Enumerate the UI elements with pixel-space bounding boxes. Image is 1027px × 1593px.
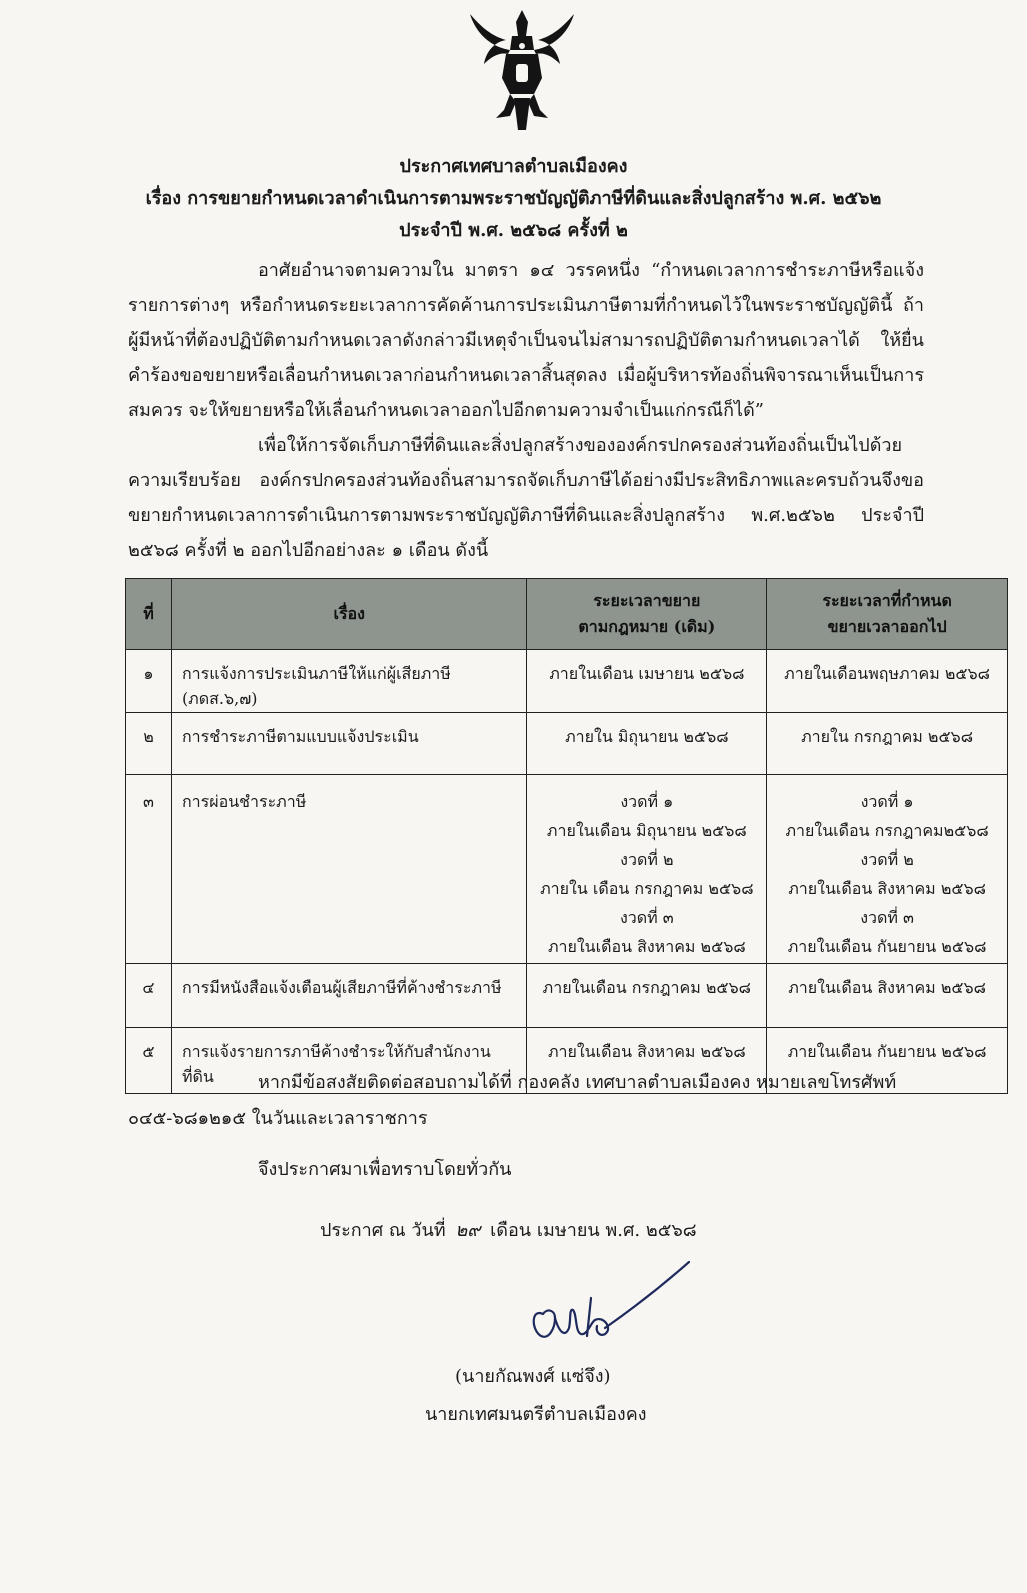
contact-line-2: ๐๔๕-๖๘๑๒๑๕ ในวันและเวลาราชการ: [128, 1108, 428, 1129]
row-subject: การชำระภาษีตามแบบแจ้งประเมิน: [171, 713, 527, 775]
installment-1-deadline: ภายในเดือน มิถุนายน ๒๕๖๘: [546, 821, 747, 840]
col-header-ext-line1: ระยะเวลาที่กำหนด: [822, 591, 952, 610]
col-header-no: ที่: [126, 579, 172, 650]
row-extended-deadline: ภายในเดือน กันยายน ๒๕๖๘: [767, 1028, 1008, 1094]
garuda-emblem-icon: [466, 6, 578, 134]
installment-3-label: งวดที่ ๓: [619, 908, 674, 927]
row-law-deadline: ภายในเดือน สิงหาคม ๒๕๖๘: [527, 1028, 767, 1094]
date-prefix: ประกาศ ณ วันที่: [320, 1220, 446, 1241]
col-header-law-line2: ตามกฎหมาย (เดิม): [578, 617, 716, 636]
col-header-law: [527, 579, 767, 650]
table-row: [126, 964, 1008, 1028]
row-law-deadline: ภายในเดือน กรกฎาคม ๒๕๖๘: [527, 964, 767, 1028]
table-row: [126, 775, 1008, 964]
installment-3-deadline: ภายในเดือน สิงหาคม ๒๕๖๘: [547, 937, 746, 956]
installment-1-label: งวดที่ ๑: [620, 792, 674, 811]
legal-basis-paragraph: [128, 253, 924, 428]
row-subject: การผ่อนชำระภาษี: [171, 775, 527, 964]
installment-2-deadline: ภายในเดือน สิงหาคม ๒๕๖๘: [788, 879, 986, 898]
contact-line-1: หากมีข้อสงสัยติดต่อสอบถามได้ที่ กองคลัง เทศบาลตำบลเมืองคง หมายเลขโทรศัพท์: [258, 1072, 897, 1093]
announcement-year-round: ประจำปี พ.ศ. ๒๕๖๘ ครั้งที่ ๒: [399, 220, 628, 241]
row-subject: การแจ้งการประเมินภาษีให้แก่ผู้เสียภาษี (ภดส.๖,๗): [171, 650, 527, 713]
col-header-ext: [767, 579, 1008, 650]
row-extended-installments: [767, 775, 1008, 964]
announcement-subject: เรื่อง การขยายกำหนดเวลาดำเนินการตามพระราชบัญญัติภาษีที่ดินและสิ่งปลูกสร้าง พ.ศ. ๒๕๖๒: [145, 188, 882, 209]
date-suffix: เดือน เมษายน พ.ศ. ๒๕๖๘: [490, 1220, 697, 1241]
row-no: ๔: [126, 964, 172, 1028]
installment-2-label: งวดที่ ๒: [620, 850, 674, 869]
purpose-paragraph: [128, 428, 924, 568]
table-row: [126, 713, 1008, 775]
row-extended-deadline: ภายในเดือนพฤษภาคม ๒๕๖๘: [767, 650, 1008, 713]
col-header-subject: เรื่อง: [171, 579, 527, 650]
table-header-row: [126, 579, 1008, 650]
schedule-table: [125, 578, 1008, 1094]
table-row: [126, 650, 1008, 713]
row-no: ๒: [126, 713, 172, 775]
installment-2-deadline: ภายใน เดือน กรกฎาคม ๒๕๖๘: [540, 879, 754, 898]
announce-date: [320, 1216, 697, 1246]
row-no: ๓: [126, 775, 172, 964]
row-law-deadline: ภายในเดือน เมษายน ๒๕๖๘: [527, 650, 767, 713]
row-subject: การแจ้งรายการภาษีค้างชำระให้กับสำนักงานที่ดิน: [171, 1028, 527, 1094]
row-law-installments: [527, 775, 767, 964]
col-header-ext-line2: ขยายเวลาออกไป: [827, 617, 947, 636]
announce-statement: จึงประกาศมาเพื่อทราบโดยทั่วกัน: [258, 1159, 512, 1180]
installment-3-label: งวดที่ ๓: [860, 908, 914, 927]
signature-icon: [525, 1258, 695, 1358]
installment-2-label: งวดที่ ๒: [860, 850, 914, 869]
legal-basis-text: อาศัยอำนาจตามความใน มาตรา ๑๔ วรรคหนึ่ง “กำหนดเวลาการชำระภาษีหรือแจ้งรายการต่างๆ หรือกำหนดระยะเวลาการคัดค้านการประเมินภาษีตามที่กำหนดไว้ในพระราชบัญญัตินี้ ถ้าผู้มีหน้าที่ต้องปฏิบัติตามกำหนดเวลาดังกล่าวมีเหตุจำเป็นจนไม่สามารถปฏิบัติตามกำหนดเวลาได้ ให้ยื่นคำร้องขอขยายหรือเลื่อนกำหนดเวลาก่อนกำหนดเวลาสิ้นสุดลง เมื่อผู้บริหารท้องถิ่นพิจารณาเห็นเป็นการสมควร จะให้ขยายหรือให้เลื่อนกำหนดเวลาออกไปอีกตามความจำเป็นแก่กรณีก็ได้”: [128, 260, 924, 421]
col-header-law-line1: ระยะเวลาขยาย: [593, 591, 701, 610]
purpose-text: เพื่อให้การจัดเก็บภาษีที่ดินและสิ่งปลูกสร้างขององค์กรปกครองส่วนท้องถิ่นเป็นไปด้วยความเรียบร้อย องค์กรปกครองส่วนท้องถิ่นสามารถจัดเก็บภาษีได้อย่างมีประสิทธิภาพและครบถ้วนจึงขอขยายกำหนดเวลาการดำเนินการตามพระราชบัญญัติภาษีที่ดินและสิ่งปลูกสร้าง พ.ศ.๒๕๖๒ ประจำปี ๒๕๖๘ ครั้งที่ ๒ ออกไปอีกอย่างละ ๑ เดือน ดังนี้: [128, 435, 924, 561]
announcement-title: ประกาศเทศบาลตำบลเมืองคง: [399, 156, 628, 177]
row-law-deadline: ภายใน มิถุนายน ๒๕๖๘: [527, 713, 767, 775]
date-day: ๒๙: [455, 1220, 481, 1241]
installment-1-deadline: ภายในเดือน กรกฎาคม๒๕๖๘: [785, 821, 989, 840]
row-extended-deadline: ภายใน กรกฎาคม ๒๕๖๘: [767, 713, 1008, 775]
installment-1-label: งวดที่ ๑: [860, 792, 914, 811]
row-extended-deadline: ภายในเดือน สิงหาคม ๒๕๖๘: [767, 964, 1008, 1028]
installment-3-deadline: ภายในเดือน กันยายน ๒๕๖๘: [787, 937, 987, 956]
row-subject: การมีหนังสือแจ้งเตือนผู้เสียภาษีที่ค้างชำระภาษี: [171, 964, 527, 1028]
row-no: ๕: [126, 1028, 172, 1094]
signer-name: (นายกัณพงศ์ แซ่จึง): [455, 1366, 611, 1387]
signer-title: นายกเทศมนตรีตำบลเมืองคง: [425, 1404, 647, 1425]
row-no: ๑: [126, 650, 172, 713]
